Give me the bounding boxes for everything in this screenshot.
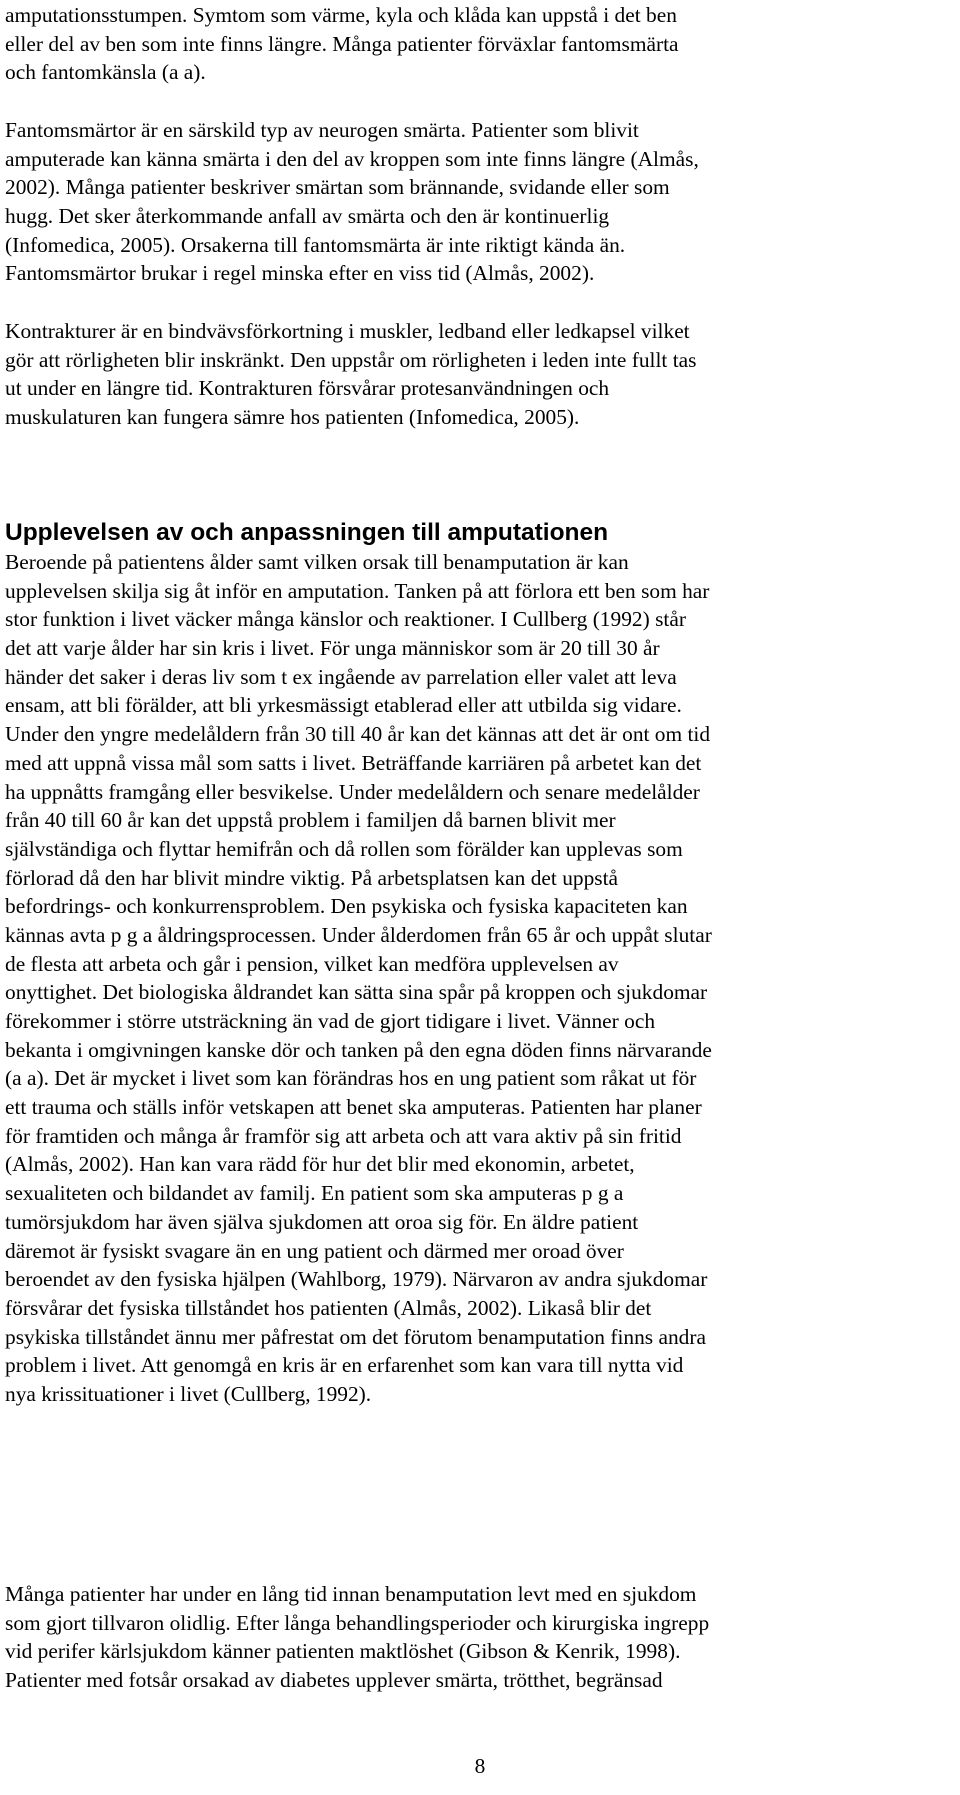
text-line: ha uppnåtts framgång eller besvikelse. Under medelåldern och senare medelålder (5, 779, 700, 804)
text-line: det att varje ålder har sin kris i livet. För unga människor som är 20 till 30 år (5, 636, 660, 661)
section-heading: Upplevelsen av och anpassningen till amputationen (5, 519, 609, 546)
text-line: Under den yngre medelåldern från 30 till 40 år kan det kännas att det är ont om tid (5, 722, 711, 747)
text-line: upplevelsen skilja sig åt inför en amputation. Tanken på att förlora ett ben som har (5, 578, 710, 603)
text-line: med att uppnå vissa mål som satts i livet. Beträffande karriären på arbetet kan det (5, 750, 702, 775)
text-line: gör att rörligheten blir inskränkt. Den uppstår om rörligheten i leden inte fullt tas (5, 347, 697, 372)
text-line: bekanta i omgivningen kanske dör och tanken på den egna döden finns närvarande (5, 1037, 712, 1062)
text-line: förlorad då den har blivit mindre viktig. På arbetsplatsen kan det uppstå (5, 865, 619, 890)
text-line: Fantomsmärtor är en särskild typ av neurogen smärta. Patienter som blivit (5, 118, 639, 142)
text-line: vid perifer kärlsjukdom känner patienten maktlöshet (Gibson & Kenrik, 1998). (5, 1639, 681, 1664)
text-line: Fantomsmärtor brukar i regel minska efter en viss tid (Almås, 2002). (5, 261, 595, 286)
text-line: beroendet av den fysiska hjälpen (Wahlborg, 1979). Närvaron av andra sjukdomar (5, 1267, 708, 1292)
text-line: ut under en längre tid. Kontrakturen försvårar protesanvändningen och (5, 376, 610, 401)
text-line: som gjort tillvaron olidlig. Efter långa behandlingsperioder och kirurgiska ingrepp (5, 1610, 710, 1635)
paragraph-kontrakturer (5, 317, 945, 432)
text-line: och fantomkänsla (a a). (5, 60, 206, 85)
text-line: händer det saker i deras liv som t ex ingående av parrelation eller valet att leva (5, 664, 677, 689)
text-line: kännas avta p g a åldringsprocessen. Under ålderdomen från 65 år och uppåt slutar (5, 922, 712, 947)
text-line: stor funktion i livet väcker många känslor och reaktioner. I Cullberg (1992) står (5, 607, 686, 632)
text-line: muskulaturen kan fungera sämre hos patienten (Infomedica, 2005). (5, 405, 580, 430)
text-line: Många patienter har under en lång tid innan benamputation levt med en sjukdom (5, 1582, 697, 1606)
paragraph-fantomsmarta (5, 116, 945, 288)
text-line: däremot är fysiskt svagare än en ung patient och därmed mer oroad över (5, 1238, 624, 1263)
text-line: hugg. Det sker återkommande anfall av smärta och den är kontinuerlig (5, 204, 610, 229)
text-line: befordrings- och konkurrensproblem. Den psykiska och fysiska kapaciteten kan (5, 894, 688, 919)
text-line: Beroende på patientens ålder samt vilken orsak till benamputation är kan (5, 550, 629, 574)
paragraph-upplevelsen (5, 548, 945, 1409)
text-line: problem i livet. Att genomgå en kris är en erfarenhet som kan vara till nytta vid (5, 1353, 684, 1378)
text-line: ensam, att bli förälder, att bli yrkesmässigt etablerad eller att utbilda sig vidare. (5, 693, 682, 718)
text-line: 2002). Många patienter beskriver smärtan som brännande, svidande eller som (5, 175, 670, 200)
text-line: från 40 till 60 år kan det uppstå problem i familjen då barnen blivit mer (5, 808, 616, 833)
text-line: ett trauma och ställs inför vetskapen att benet ska amputeras. Patienten har planer (5, 1095, 702, 1120)
text-line: Kontrakturer är en bindvävsförkortning i muskler, ledband eller ledkapsel vilket (5, 319, 690, 343)
text-line: (a a). Det är mycket i livet som kan förändras hos en ung patient som råkat ut för (5, 1066, 697, 1091)
text-line: (Almås, 2002). Han kan vara rädd för hur det blir med ekonomin, arbetet, (5, 1152, 635, 1177)
paragraph-manga-patienter (5, 1580, 945, 1695)
text-line: psykiska tillståndet ännu mer påfrestat om det förutom benamputation finns andra (5, 1324, 706, 1349)
text-line: sexualiteten och bildandet av familj. En patient som ska amputeras p g a (5, 1181, 624, 1206)
text-line: tumörsjukdom har även själva sjukdomen att oroa sig för. En äldre patient (5, 1209, 639, 1234)
text-line: självständiga och flyttar hemifrån och då rollen som förälder kan upplevas som (5, 836, 683, 861)
text-line: försvårar det fysiska tillståndet hos patienten (Almås, 2002). Likaså blir det (5, 1295, 652, 1320)
text-line: förekommer i större utsträckning än vad de gjort tidigare i livet. Vänner och (5, 1009, 656, 1033)
paragraph-fantom-intro (5, 1, 945, 87)
text-line: nya krissituationer i livet (Cullberg, 1992). (5, 1381, 372, 1406)
text-line: eller del av ben som inte finns längre. Många patienter förväxlar fantomsmärta (5, 31, 679, 56)
text-line: de flesta att arbeta och går i pension, vilket kan medföra upplevelsen av (5, 951, 619, 976)
text-line: (Infomedica, 2005). Orsakerna till fantomsmärta är inte riktigt kända än. (5, 232, 626, 257)
text-line: amputerade kan känna smärta i den del av kroppen som inte finns längre (Almås, (5, 146, 699, 171)
text-line: amputationsstumpen. Symtom som värme, kyla och klåda kan uppstå i det ben (5, 3, 677, 27)
text-line: för framtiden och många år framför sig att arbeta och att vara aktiv på sin fritid (5, 1123, 682, 1148)
page-number: 8 (474, 1754, 486, 1778)
text-line: onyttighet. Det biologiska åldrandet kan sätta sina spår på kroppen och sjukdomar (5, 980, 708, 1005)
text-line: Patienter med fotsår orsakad av diabetes upplever smärta, trötthet, begränsad (5, 1668, 663, 1693)
